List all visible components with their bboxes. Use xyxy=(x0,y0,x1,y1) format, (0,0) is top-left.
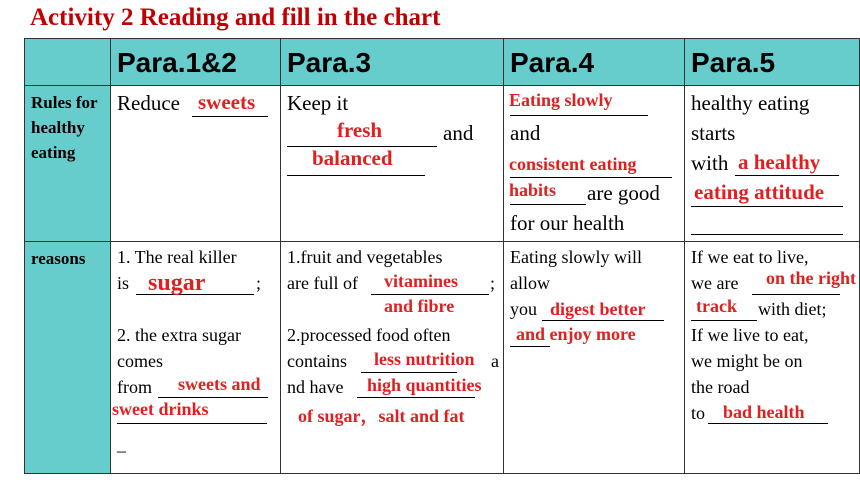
rules-p5-text-3: with xyxy=(691,151,729,175)
blank-line xyxy=(735,175,839,176)
blank-line xyxy=(510,177,672,178)
answer-and-enjoy-more: and enjoy more xyxy=(516,324,636,344)
reasons-p3-text-5: contains xyxy=(287,351,347,371)
blank-line xyxy=(691,234,843,235)
answer-eating-attitude: eating attitude xyxy=(694,180,825,204)
answer-consistent-eating: consistent eating xyxy=(509,154,637,174)
header-para-5: Para.5 xyxy=(684,38,860,86)
reasons-p12-text-2: is xyxy=(117,273,130,293)
answer-bad-health: bad health xyxy=(723,402,805,422)
blank-line xyxy=(708,423,828,424)
reasons-p12-text-7: _ xyxy=(117,434,126,454)
blank-line xyxy=(510,115,648,116)
answer-sugar: sugar xyxy=(148,270,206,296)
reasons-p3-text-1: 1.fruit and vegetables xyxy=(287,247,443,267)
page-title: Activity 2 Reading and fill in the chart xyxy=(30,4,441,31)
reasons-p3-text-4: 2.processed food often xyxy=(287,325,451,345)
rules-p4-text-3: for our health xyxy=(510,211,625,235)
answer-balanced: balanced xyxy=(312,146,393,170)
answer-sweets-and: sweets and xyxy=(178,374,261,394)
reasons-p5-text-3: with diet; xyxy=(758,299,827,319)
rules-p3-text-1: Keep it xyxy=(287,91,349,115)
answer-eating-slowly: Eating slowly xyxy=(509,90,613,110)
reasons-p4-text-2: allow xyxy=(510,273,550,293)
blank-line xyxy=(357,397,475,398)
blank-line xyxy=(542,320,664,321)
answer-on-the-right: on the right xyxy=(766,268,856,288)
reasons-p4-text-1: Eating slowly will xyxy=(510,247,642,267)
reasons-p5-text-1: If we eat to live, xyxy=(691,247,809,267)
rules-p3-text-2: and xyxy=(443,121,474,145)
rules-p4-text-1: and xyxy=(510,121,541,145)
blank-line xyxy=(117,423,267,424)
rules-p12-text: Reduce xyxy=(117,91,180,115)
blank-line xyxy=(287,175,425,176)
answer-digest-better: digest better xyxy=(550,299,646,319)
reasons-p12-text-3: ; xyxy=(256,273,262,293)
reasons-p3-text-6: a xyxy=(491,351,499,371)
reasons-p12-text-6: from xyxy=(117,377,152,397)
header-para-1-2: Para.1&2 xyxy=(110,38,281,86)
reasons-p12-text-1: 1. The real killer xyxy=(117,247,237,267)
answer-less-nutrition: less nutrition xyxy=(374,349,475,369)
answer-vitamines: vitamines xyxy=(384,271,458,291)
reasons-p5-text-7: to xyxy=(691,403,706,423)
answer-sweet-drinks: sweet drinks xyxy=(112,399,209,419)
blank-line xyxy=(371,294,489,295)
blank-line xyxy=(510,204,586,205)
answer-high-quantities: high quantities xyxy=(367,375,482,395)
reasons-p12-text-4: 2. the extra sugar xyxy=(117,325,241,345)
answer-sugar-salt-fat: of sugar，salt and fat xyxy=(298,406,465,426)
reasons-p5-text-6: the road xyxy=(691,377,750,397)
reasons-p4-text-3: you xyxy=(510,299,537,319)
blank-line xyxy=(752,294,840,295)
row-label-rules: Rules for healthy eating xyxy=(24,85,111,242)
answer-a-healthy: a healthy xyxy=(738,150,821,174)
answer-and-fibre: and fibre xyxy=(384,296,455,316)
blank-line xyxy=(192,116,268,117)
reasons-p5-text-4: If we live to eat, xyxy=(691,325,809,345)
blank-line xyxy=(158,397,268,398)
rules-p4-text-2: are good xyxy=(587,181,660,205)
header-para-3: Para.3 xyxy=(280,38,504,86)
answer-sweets: sweets xyxy=(198,90,256,114)
blank-line xyxy=(691,206,843,207)
answer-track: track xyxy=(696,296,737,316)
header-para-4: Para.4 xyxy=(503,38,685,86)
row-label-reasons: reasons xyxy=(24,241,111,474)
reasons-p12-text-5: comes xyxy=(117,351,163,371)
reasons-p3-text-2: are full of xyxy=(287,273,358,293)
blank-line xyxy=(361,372,457,373)
header-corner-cell xyxy=(24,38,111,86)
reasons-p5-text-5: we might be on xyxy=(691,351,803,371)
reasons-p5-text-2: we are xyxy=(691,273,739,293)
answer-fresh: fresh xyxy=(337,118,383,142)
reasons-p3-text-7: nd have xyxy=(287,377,344,397)
rules-p5-text-2: starts xyxy=(691,121,736,145)
reasons-p3-text-3: ; xyxy=(490,273,496,293)
answer-habits: habits xyxy=(509,180,557,200)
rules-p5-text-1: healthy eating xyxy=(691,91,810,115)
blank-line xyxy=(691,320,757,321)
blank-line xyxy=(510,346,550,347)
